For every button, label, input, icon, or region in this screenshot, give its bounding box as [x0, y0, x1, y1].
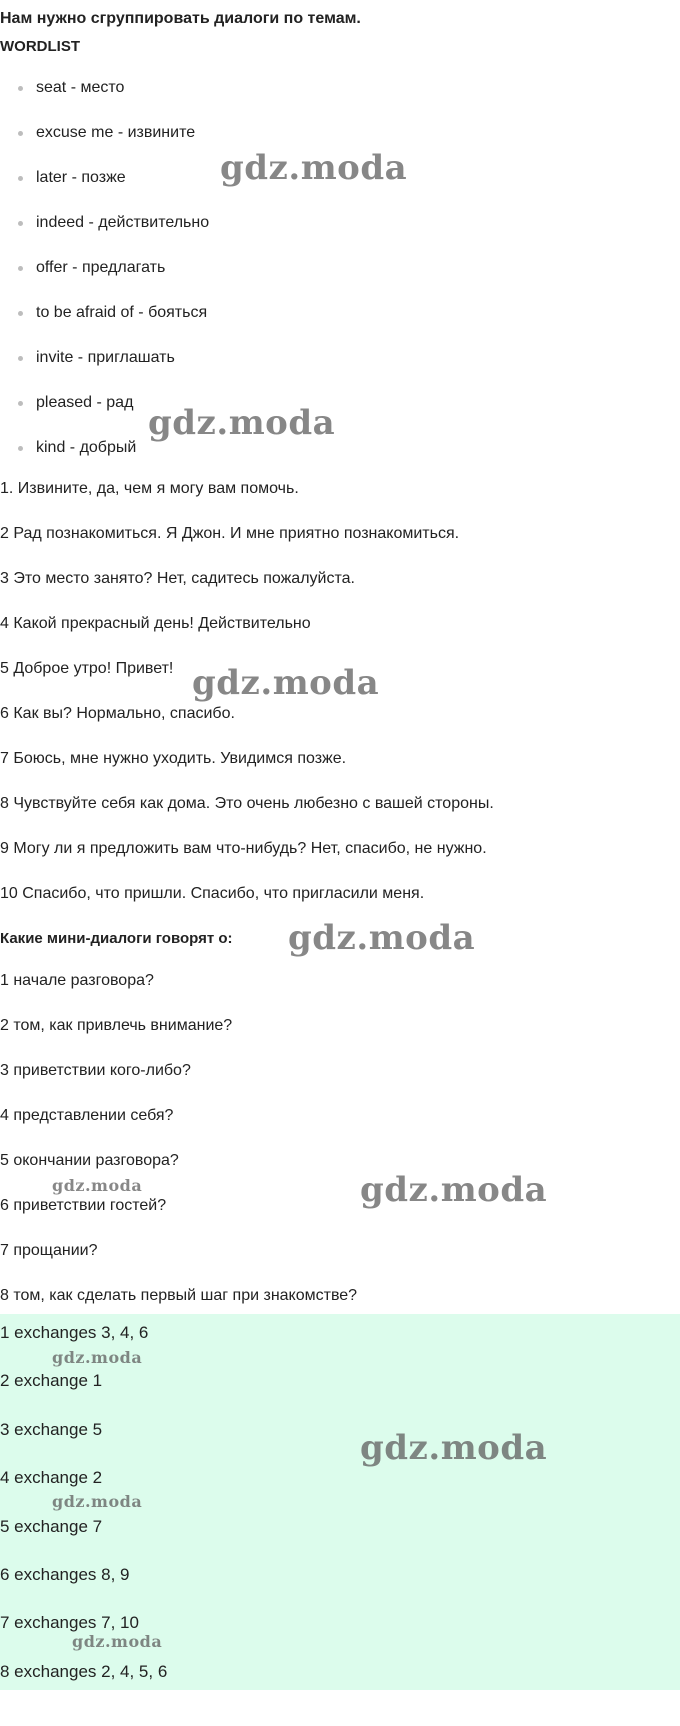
answer-line: 3 exchange 5: [0, 1419, 103, 1439]
watermark-logo: gdz.moda: [72, 1632, 163, 1651]
phrase-line: 8 Чувствуйте себя как дома. Это очень любезно с вашей стороны.: [0, 795, 494, 812]
answer-line: 7 exchanges 7, 10: [0, 1613, 139, 1633]
wordlist-item: kind - добрый: [18, 438, 680, 483]
answer-line: 1 exchanges 3, 4, 6: [0, 1323, 149, 1342]
phrase-line: 1. Извините, да, чем я могу вам помочь.: [0, 480, 299, 497]
question-line: 5 окончании разговора?: [0, 1152, 179, 1169]
answer-line: 2 exchange 1: [0, 1371, 103, 1391]
watermark-logo: gdz.moda: [360, 1428, 548, 1468]
question-line: 1 начале разговора?: [0, 972, 154, 989]
wordlist-item: seat - место: [18, 78, 680, 123]
wordlist: [0, 78, 680, 483]
question-line: 2 том, как привлечь внимание?: [0, 1017, 233, 1034]
question-line: 3 приветствии кого-либо?: [0, 1062, 191, 1079]
wordlist-item: indeed - действительно: [18, 213, 680, 258]
questions-heading: Какие мини-диалоги говорят о:: [0, 930, 233, 947]
phrase-line: 9 Могу ли я предложить вам что-нибудь? Нет, спасибо, не нужно.: [0, 840, 487, 857]
phrase-line: 4 Какой прекрасный день! Действительно: [0, 615, 311, 632]
wordlist-item: offer - предлагать: [18, 258, 680, 303]
answer-line: 5 exchange 7: [0, 1516, 103, 1536]
watermark-logo: gdz.moda: [288, 918, 476, 958]
watermark-logo: gdz.moda: [52, 1348, 143, 1367]
wordlist-heading: WORDLIST: [0, 38, 80, 55]
watermark-logo: gdz.moda: [192, 663, 380, 703]
wordlist-item: excuse me - извините: [18, 123, 680, 168]
task-intro: Нам нужно сгруппировать диалоги по темам.: [0, 10, 361, 27]
question-line: 4 представлении себя?: [0, 1107, 174, 1124]
dialogue-phrases: [0, 479, 680, 929]
wordlist-item: invite - приглашать: [18, 348, 680, 393]
watermark-logo: gdz.moda: [360, 1170, 548, 1210]
question-line: 6 приветствии гостей?: [0, 1197, 167, 1214]
watermark-logo: gdz.moda: [148, 403, 336, 443]
phrase-line: 2 Рад познакомиться. Я Джон. И мне приятно познакомиться.: [0, 525, 460, 542]
answer-line: 4 exchange 2: [0, 1468, 103, 1488]
question-line: 7 прощании?: [0, 1242, 98, 1259]
answer-line: 8 exchanges 2, 4, 5, 6: [0, 1661, 168, 1681]
question-line: 8 том, как сделать первый шаг при знакомстве?: [0, 1287, 358, 1304]
phrase-line: 6 Как вы? Нормально, спасибо.: [0, 705, 235, 722]
watermark-logo: gdz.moda: [220, 148, 408, 188]
wordlist-item: to be afraid of - бояться: [18, 303, 680, 348]
phrase-line: 5 Доброе утро! Привет!: [0, 660, 174, 677]
phrase-line: 3 Это место занято? Нет, садитесь пожалуйста.: [0, 570, 355, 587]
watermark-logo: gdz.moda: [52, 1492, 143, 1511]
watermark-logo: gdz.moda: [52, 1176, 143, 1195]
answer-line: 6 exchanges 8, 9: [0, 1564, 130, 1584]
phrase-line: 10 Спасибо, что пришли. Спасибо, что пригласили меня.: [0, 885, 425, 902]
wordlist-item: pleased - рад: [18, 393, 680, 438]
wordlist-item: later - позже: [18, 168, 680, 213]
phrase-line: 7 Боюсь, мне нужно уходить. Увидимся позже.: [0, 750, 347, 767]
questions-list: [0, 971, 680, 1331]
